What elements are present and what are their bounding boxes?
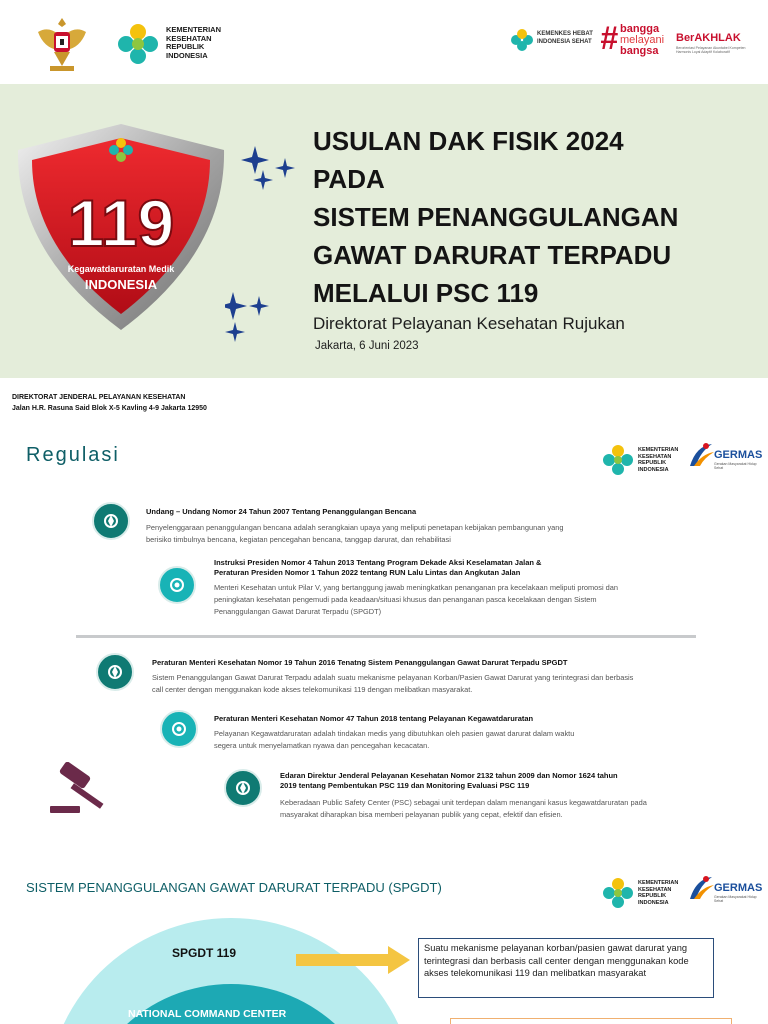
regulation-body: Sistem Penanggulangan Gawat Darurat Terpadu adalah suatu mekanisme pelayanan Korban/Pasien Gawat Darurat yang terintegrasi dan berbasis call center dengan menggunakan kode akses telekomunikasi 119 dengan melibatkan masyarakat. [152, 673, 634, 694]
regulation-body: Pelayanan Kegawatdaruratan adalah tindakan medis yang dibutuhkan oleh pasien gawat darurat dalam waktu segera untuk menyelamatkan nyawa dan pencegahan kecacatan. [214, 729, 575, 750]
ncc-label: NATIONAL COMMAND CENTER [128, 1008, 287, 1020]
regulation-bullet-icon [160, 710, 198, 748]
regulasi-title: Regulasi [26, 444, 120, 466]
germas-logo-icon [686, 440, 716, 470]
germas-subtitle: Gerakan Masyarakat Hidup Sehat [714, 895, 757, 903]
germas-wordmark: GERMAS [714, 449, 763, 461]
germas-subtitle: Gerakan Masyarakat Hidup Sehat [714, 462, 757, 470]
regulation-bullet-icon [224, 769, 262, 807]
regulation-body: Penyelenggaraan penanggulangan bencana adalah serangkaian upaya yang meliputi penetapan kebijakan pembangunan yang berisiko timbulnya bencana, kegiatan pencegahan bencana, tanggap darurat, dan rehabilitasi [146, 523, 564, 544]
bangga-melayani-bangsa: bangga melayani bangsa [620, 23, 665, 57]
spgdt-title: SISTEM PENANGGULANGAN GAWAT DARURAT TERPADU (SPGDT) [26, 880, 442, 895]
hero-subtitle: Direktorat Pelayanan Kesehatan Rujukan [313, 314, 625, 333]
garuda-emblem-icon [34, 14, 90, 74]
shield-number: 119 [67, 186, 175, 260]
info-box [450, 1018, 732, 1024]
shield-caption: Kegawatdaruratan Medik [67, 264, 175, 274]
regulation-heading: Peraturan Menteri Kesehatan Nomor 19 Tahun 2016 Tenatng Sistem Penanggulangan Gawat Darurat Terpadu SPGDT [152, 658, 568, 667]
kemkes-logo-icon [112, 18, 164, 70]
sparkle-icon [225, 144, 305, 344]
psc-119-shield-icon [14, 122, 228, 332]
berakhlak-logo: BerAKHLAK [676, 32, 741, 44]
arrow-right-icon [296, 946, 410, 974]
spgdt-circle-label: SPGDT 119 [172, 946, 237, 960]
berakhlak-subtitle: Berorientasi Pelayanan Akuntabel Kompeten Harmonis Loyal Adaptif Kolaboratif [676, 46, 746, 54]
section-divider [76, 635, 696, 638]
kemkes-hebat-logo-icon [508, 26, 536, 54]
regulation-bullet-icon [92, 502, 130, 540]
kemkes-wordmark: KEMENTERIAN KESEHATAN REPUBLIK INDONESIA [638, 880, 679, 906]
regulation-bullet-icon [96, 653, 134, 691]
kemkes-logo-icon [598, 873, 638, 913]
kemkes-hebat-text: KEMENKES HEBAT INDONESIA SEHAT [537, 31, 593, 45]
regulation-heading: Undang – Undang Nomor 24 Tahun 2007 Tentang Penanggulangan Bencana [146, 507, 417, 516]
regulation-heading: Instruksi Presiden Nomor 4 Tahun 2013 Tentang Program Dekade Aksi Keselamatan Jalan & Peraturan Presiden Nomor 1 Tahun 2022 tentang RUN Lalu Lintas dan Angkutan Jalan [214, 558, 542, 577]
regulation-bullet-icon [158, 566, 196, 604]
regulation-body: Keberadaan Public Safety Center (PSC) sebagai unit terdepan dalam menangani kasus kegawatdaruratan pada masyarakat diharapkan bisa memberi pelayanan publik yang cepat, efektif dan efisien. [280, 798, 647, 819]
bangga-hash-icon: # [600, 20, 618, 56]
spgdt-definition-box: Suatu mekanisme pelayanan korban/pasien gawat darurat yang terintegrasi dan berbasis call center dengan menggunakan kode akses telekomunikasi 119 dan melibatkan masyarakat [418, 938, 714, 998]
germas-logo-icon [686, 873, 716, 903]
shield-country: INDONESIA [84, 277, 158, 292]
regulation-body: Menteri Kesehatan untuk Pilar V, yang bertanggung jawab meningkatkan penanganan pra kecelakaan meliputi promosi dan peningkatan kesehatan pengemudi pada keadaan/situasi khusus dan penanganan pasca kecelakaan dengan Sistem Penanggulangan Gawat Darurat Terpadu (SPGDT) [214, 583, 619, 616]
footer-address: DIREKTORAT JENDERAL PELAYANAN KESEHATAN Jalan H.R. Rasuna Said Blok X-5 Kavling 4-9 Jakarta 12950 [12, 394, 207, 412]
top-bar [0, 0, 768, 84]
hero-date: Jakarta, 6 Juni 2023 [315, 340, 419, 352]
kemkes-logo-icon [598, 440, 638, 480]
kemkes-wordmark: KEMENTERIAN KESEHATAN REPUBLIK INDONESIA [166, 25, 222, 60]
regulation-heading: Peraturan Menteri Kesehatan Nomor 47 Tahun 2018 tentang Pelayanan Kegawatdaruratan [214, 714, 534, 723]
hero-banner [0, 84, 768, 378]
kemkes-wordmark: KEMENTERIAN KESEHATAN REPUBLIK INDONESIA [638, 447, 679, 473]
gavel-icon [46, 762, 130, 816]
hero-title: USULAN DAK FISIK 2024 PADA SISTEM PENANGGULANGAN GAWAT DARURAT TERPADU MELALUI PSC 119 [313, 126, 679, 308]
regulation-heading: Edaran Direktur Jenderal Pelayanan Kesehatan Nomor 2132 tahun 2009 dan Nomor 1624 tahun 2019 tentang Pembentukan PSC 119 dan Monitoring Evaluasi PSC 119 [280, 771, 618, 790]
germas-wordmark: GERMAS [714, 882, 763, 894]
